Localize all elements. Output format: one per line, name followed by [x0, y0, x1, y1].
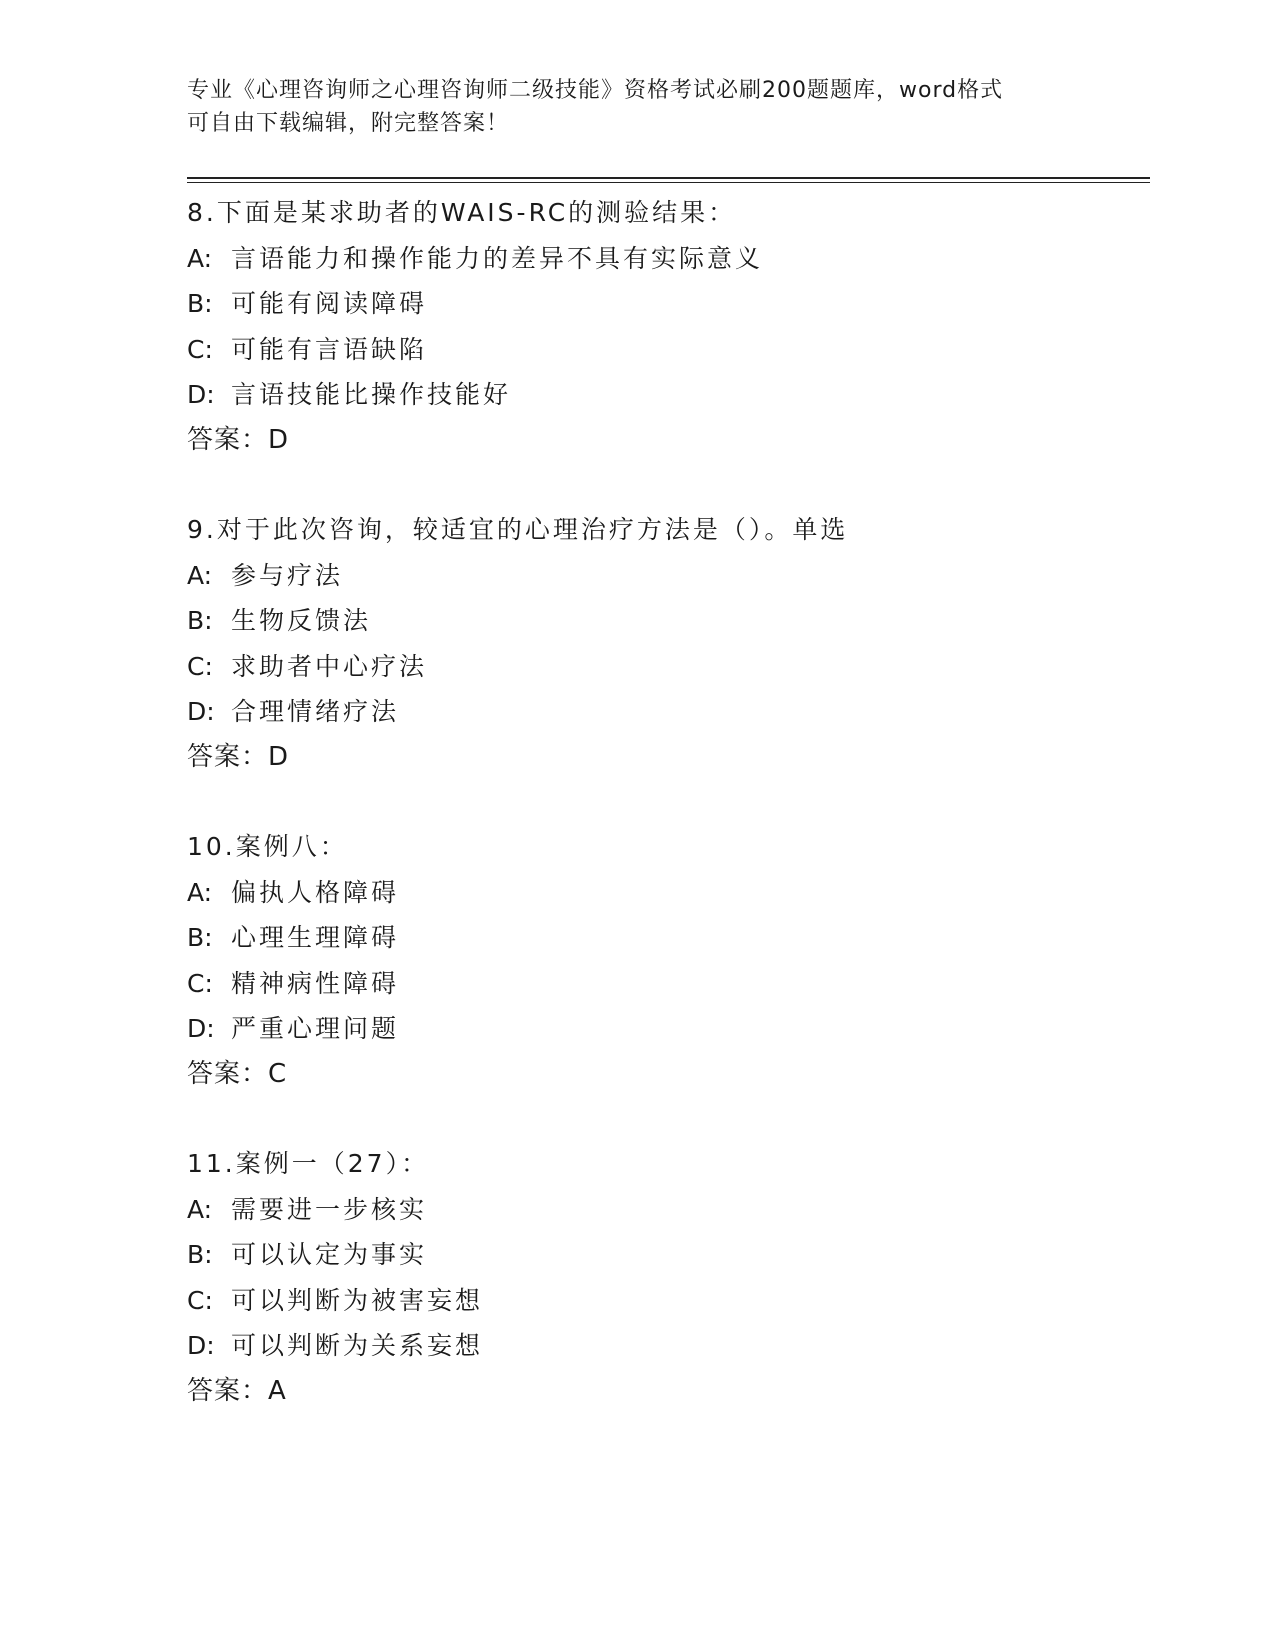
header-rule-thin	[187, 182, 1150, 183]
option-d	[187, 1323, 1147, 1369]
option-key: B:	[187, 289, 213, 318]
question-11	[187, 1141, 1147, 1414]
answer: 答案：D	[187, 741, 290, 772]
question-10	[187, 824, 1147, 1097]
answer: 答案：C	[187, 1058, 288, 1089]
option-text: 求助者中心疗法	[231, 651, 428, 681]
option-text: 偏执人格障碍	[231, 877, 400, 907]
question-stem: 9.对于此次咨询，较适宜的心理治疗方法是（）。单选	[187, 515, 849, 544]
option-text: 可能有阅读障碍	[231, 289, 428, 318]
option-key: B:	[187, 606, 213, 635]
question-list	[187, 190, 1147, 1458]
question-9	[187, 507, 1147, 780]
option-key: A:	[187, 243, 213, 273]
option-key: A:	[187, 877, 213, 907]
option-c	[187, 961, 1147, 1007]
answer: 答案：D	[187, 424, 290, 455]
option-b	[187, 915, 1147, 961]
option-text: 需要进一步核实	[231, 1194, 428, 1224]
question-stem: 10.案例八：	[187, 832, 348, 861]
option-text: 可以认定为事实	[231, 1240, 428, 1269]
question-8	[187, 190, 1147, 463]
option-key: B:	[187, 1240, 213, 1269]
option-text: 严重心理问题	[231, 1014, 400, 1043]
option-text: 合理情绪疗法	[231, 697, 400, 726]
option-text: 言语能力和操作能力的差异不具有实际意义	[231, 243, 764, 273]
option-b	[187, 598, 1147, 644]
option-key: C:	[187, 651, 213, 681]
option-key: D:	[187, 697, 215, 726]
option-key: A:	[187, 560, 213, 590]
option-text: 可以判断为关系妄想	[231, 1331, 484, 1360]
option-key: D:	[187, 1014, 215, 1043]
option-text: 言语技能比操作技能好	[231, 380, 512, 409]
option-key: D:	[187, 380, 215, 409]
option-text: 心理生理障碍	[231, 923, 400, 952]
option-key: A:	[187, 1194, 213, 1224]
option-d	[187, 372, 1147, 418]
option-text: 精神病性障碍	[231, 968, 400, 998]
option-a	[187, 870, 1147, 916]
option-key: C:	[187, 968, 213, 998]
option-a	[187, 553, 1147, 599]
option-text: 可以判断为被害妄想	[231, 1285, 484, 1315]
option-text: 参与疗法	[231, 560, 344, 590]
option-b	[187, 1232, 1147, 1278]
header-line-1: 专业《心理咨询师之心理咨询师二级技能》资格考试必刷200题题库，word格式	[187, 78, 1004, 103]
option-b	[187, 281, 1147, 327]
option-c	[187, 644, 1147, 690]
option-a	[187, 1187, 1147, 1233]
option-a	[187, 236, 1147, 282]
question-stem: 8.下面是某求助者的WAIS-RC的测验结果：	[187, 198, 737, 227]
answer: 答案：A	[187, 1375, 287, 1406]
option-text: 生物反馈法	[231, 606, 372, 635]
option-key: C:	[187, 334, 213, 364]
document-header	[187, 74, 1087, 140]
option-d	[187, 1006, 1147, 1052]
option-c	[187, 1278, 1147, 1324]
option-key: D:	[187, 1331, 215, 1360]
option-key: B:	[187, 923, 213, 952]
option-key: C:	[187, 1285, 213, 1315]
header-line-2: 可自由下载编辑，附完整答案！	[187, 111, 510, 136]
option-text: 可能有言语缺陷	[231, 334, 428, 364]
question-stem: 11.案例一（27）：	[187, 1149, 430, 1178]
option-c	[187, 327, 1147, 373]
header-rule-thick	[187, 177, 1150, 179]
option-d	[187, 689, 1147, 735]
